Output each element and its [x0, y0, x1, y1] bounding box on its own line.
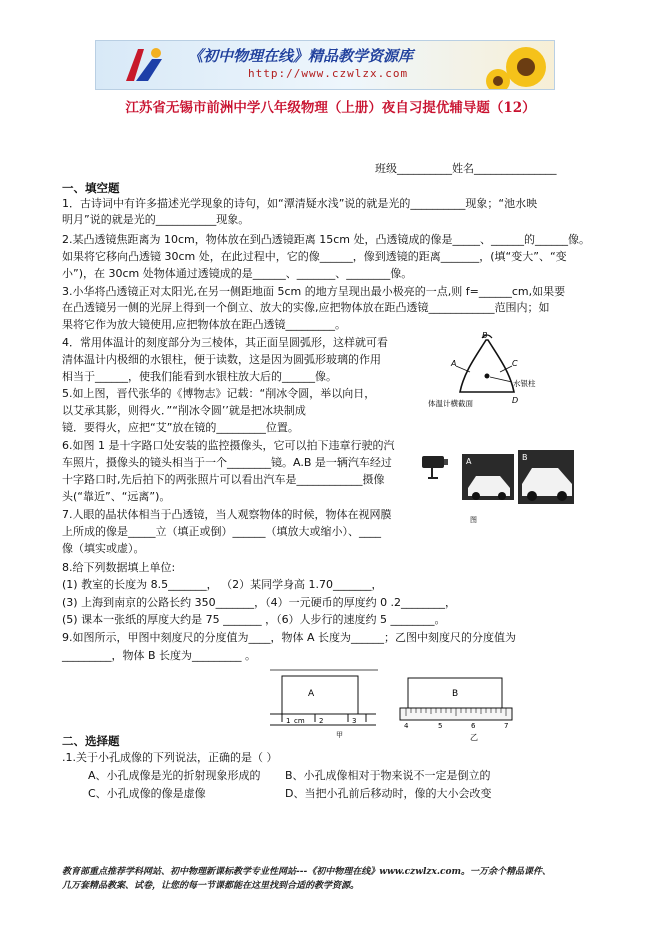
text-line: 3.小华将凸透镜正对太阳光,在另一侧距地面 5cm 的地方呈现出最小极亮的一点,则 f=______cm,如果要 — [62, 285, 566, 298]
text-line: 小”)，在 30cm 处物体通过透镜成的是______、_______、________像。 — [62, 267, 413, 280]
site-banner — [95, 40, 555, 90]
photo-a-label: A — [466, 457, 472, 466]
text-line: 1．古诗词中有许多描述光学现象的诗句，如“潭清疑水浅”说的就是光的__________现象；“池水映 — [62, 197, 538, 210]
text-line: 以艾承其影，则得火．”“削冰令圆’’就是把冰块制成 — [62, 404, 306, 417]
footer-line: 教育部重点推荐学科网站、初中物理新课标教学专业性网站---《初中物理在线》www.czwlzx.com。一万余个精品课件、 — [62, 867, 552, 877]
text-line: 6.如图 1 是十字路口处安装的监控摄像头，它可以拍下违章行驶的汽 — [62, 439, 395, 452]
section-fill-in-heading: 一、填空题 — [62, 181, 120, 195]
text-line: 在凸透镜另一侧的光屏上得到一个倒立、放大的实像,应把物体放在距凸透镜____________范围内；如 — [62, 301, 550, 314]
text-line: 4．常用体温计的刻度部分为三棱体，其正面呈圆弧形，这样就可看 — [62, 336, 388, 349]
ruler-caption-yi: 乙 — [470, 733, 478, 742]
label-b: B — [482, 332, 488, 340]
text-line: (1) 教室的长度为 8.5_______， （2）某同学身高 1.70_______， — [62, 578, 383, 591]
ruler-tick-label: 2 — [319, 717, 324, 725]
text-line: 十字路口时,先后拍下的两张照片可以看出汽车是____________摄像 — [62, 473, 385, 486]
section-multiple-choice-heading: 二、选择题 — [62, 734, 120, 748]
thermometer-cross-section-figure — [420, 332, 555, 412]
banner-url[interactable]: http://www.czwlzx.com — [248, 67, 409, 80]
sunflower-icon — [486, 41, 554, 89]
ruler-tick-label: 3 — [352, 717, 357, 725]
text-line: 镜．要得火，应把“艾”放在镜的_________位置。 — [62, 421, 299, 434]
object-b-label: B — [452, 689, 459, 699]
ruler-caption-jia: 甲 — [336, 731, 343, 738]
option-d: D、当把小孔前后移动时，像的大小会改变 — [285, 787, 492, 800]
text-line: 头(“靠近”、“远离”)。 — [62, 490, 171, 503]
text-line: 像（填实或虚）。 — [62, 542, 145, 555]
label-d: D — [512, 396, 519, 405]
thermometer-caption: 体温计横截面 — [428, 399, 473, 408]
text-line: 9.如图所示，甲图中刻度尺的分度值为____，物体 A 长度为______；乙图中刻度尺的分度值为 — [62, 631, 517, 644]
student-fields: 班级__________姓名_______________ — [375, 162, 557, 175]
site-logo-icon — [122, 45, 166, 85]
ruler-tick-label: 7 — [504, 722, 509, 730]
option-b: B、小孔成像相对于物来说不一定是倒立的 — [285, 769, 491, 782]
text-line: 5.如上图，晋代张华的《博物志》记载：“削冰令圆，举以向日， — [62, 387, 376, 400]
text-line: 上所成的像是_____立（填正或倒）______（填放大或缩小）、____ — [62, 525, 381, 538]
text-line: 明月”说的就是光的___________现象。 — [62, 213, 250, 226]
ruler-figure-jia — [268, 668, 380, 738]
banner-title: 《初中物理在线》精品教学资源库 — [188, 47, 414, 65]
text-line: 相当于______，使我们能看到水银柱放大后的______像。 — [62, 370, 337, 383]
text-line: 果将它作为放大镜使用,应把物体放在距凸透镜_________。 — [62, 318, 346, 331]
text-line: (3) 上海到南京的公路长约 350_______，（4）一元硬币的厚度约 0 .2________， — [62, 596, 457, 609]
label-c: C — [512, 359, 518, 368]
text-line: 如果将它移向凸透镜 30cm 处，在此过程中，它的像______，像到透镜的距离_______，(填“变大”、“变 — [62, 250, 567, 263]
text-line: 清体温计内极细的水银柱，便于读数，这是因为圆弧形玻璃的作用 — [62, 353, 381, 366]
label-mercury-column: 水银柱 — [513, 379, 536, 388]
ruler-tick-label: 5 — [438, 722, 443, 730]
text-line: 车照片，摄像头的镜头相当于一个________镜。A.B 是一辆汽车经过 — [62, 456, 392, 469]
camera-cars-figure — [418, 448, 578, 526]
text-line: _________，物体 B 长度为_________ 。 — [62, 649, 257, 662]
ruler-figure-yi — [398, 676, 516, 742]
ruler-tick-label: 4 — [404, 722, 409, 730]
label-a: A — [451, 359, 457, 368]
photo-b-label: B — [522, 453, 528, 462]
option-a: A、小孔成像是光的折射现象形成的 — [88, 769, 261, 782]
text-line: 2.某凸透镜焦距离为 10cm，物体放在到凸透镜距离 15cm 处，凸透镜成的像是_____、______的______像。 — [62, 233, 591, 246]
object-a-label: A — [308, 689, 315, 699]
footer-line: 几万套精品教案、试卷，让您的每一节课都能在这里找到合适的教学资源。 — [62, 881, 360, 891]
ruler-unit-label: cm — [294, 717, 305, 725]
text-line: 7.人眼的晶状体相当于凸透镜，当人观察物体的时候，物体在视网膜 — [62, 508, 392, 521]
text-line: (5) 课本一张纸的厚度大约是 75 _______ ，（6）人步行的速度约 5 ________。 — [62, 613, 446, 626]
ruler-tick-label: 1 — [286, 717, 291, 725]
surveillance-camera-icon — [422, 456, 448, 478]
option-c: C、小孔成像的像是虚像 — [88, 787, 206, 800]
document-title: 江苏省无锡市前洲中学八年级物理（上册）夜自习提优辅导题（12） — [125, 100, 536, 116]
cars-caption: 图 — [470, 516, 477, 524]
question-10: .1.关于小孔成像的下列说法，正确的是（ ） — [62, 751, 278, 764]
text-line: 8.给下列数据填上单位: — [62, 561, 176, 574]
ruler-tick-label: 6 — [471, 722, 476, 730]
